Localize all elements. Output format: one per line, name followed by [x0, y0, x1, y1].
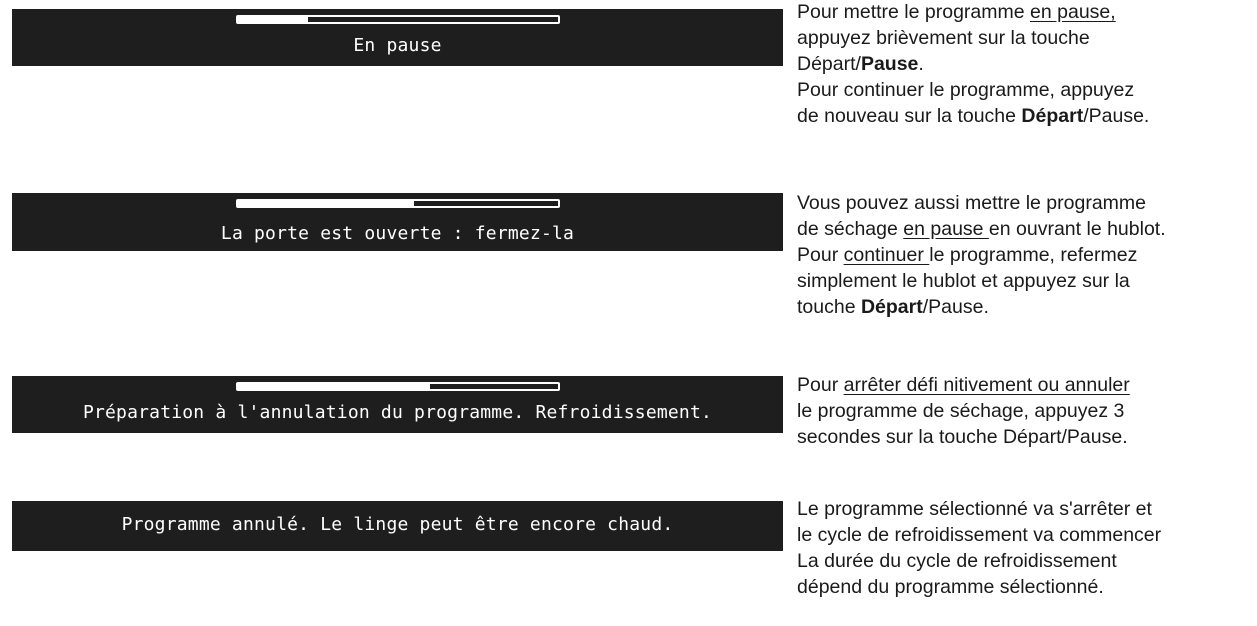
text-line — [797, 0, 1257, 25]
bold-text: Départ — [860, 296, 923, 318]
text: Pour mettre le programme — [797, 1, 1031, 23]
display-message: Programme annulé. Le linge peut être encore chaud. — [121, 514, 674, 535]
text-line — [797, 372, 1257, 398]
underlined-text: continuer — [843, 244, 930, 266]
text-line — [797, 242, 1257, 268]
text: /Pause. — [922, 296, 989, 318]
underlined-text: en pause — [903, 218, 989, 240]
progress-bar-fill — [238, 17, 308, 22]
description-cancelled — [797, 496, 1257, 600]
progress-bar-fill — [238, 201, 414, 206]
text: Pour — [797, 244, 844, 266]
text-line: Pour continuer le programme, appuyez — [797, 79, 1135, 101]
description-pause — [797, 0, 1257, 129]
text-line: secondes sur la touche Départ/Pause. — [797, 426, 1128, 448]
underlined-text: en pause, — [1030, 1, 1116, 23]
text-line — [797, 294, 1257, 320]
text: /Pause. — [1083, 105, 1150, 127]
text-line: Vous pouvez aussi mettre le programme — [797, 192, 1147, 214]
underlined-text: arrêter défi nitivement ou annuler — [843, 374, 1130, 396]
text-line: le programme de séchage, appuyez 3 — [797, 400, 1125, 422]
progress-bar — [236, 382, 560, 391]
text-line: dépend du programme sélectionné. — [797, 576, 1104, 598]
description-cancel — [797, 372, 1257, 450]
display-message: Préparation à l'annulation du programme. Refroidissement. — [82, 402, 713, 423]
display-message: La porte est ouverte : fermez-la — [220, 223, 575, 244]
bold-text: Départ — [1021, 105, 1084, 127]
text: de séchage — [797, 218, 904, 240]
text-line — [797, 103, 1257, 129]
progress-bar — [236, 15, 560, 24]
display-message: En pause — [353, 35, 442, 56]
text-line: Le programme sélectionné va s'arrêter et — [797, 498, 1152, 520]
text-line: simplement le hublot et appuyez sur la — [797, 270, 1130, 292]
text: Pour — [797, 374, 844, 396]
text: touche — [797, 296, 861, 318]
text: Départ/ — [797, 53, 861, 75]
text-line — [797, 51, 1257, 77]
display-screen-door-open — [12, 193, 783, 251]
display-screen-cancelled — [12, 501, 783, 551]
bold-text: Pause — [860, 53, 919, 75]
progress-bar — [236, 199, 560, 208]
text: . — [918, 53, 924, 75]
progress-bar-fill — [238, 384, 430, 389]
text-line: le cycle de refroidissement va commencer — [797, 524, 1162, 546]
text-line: appuyez brièvement sur la touche — [797, 27, 1090, 49]
text: de nouveau sur la touche — [797, 105, 1022, 127]
text-line: La durée du cycle de refroidissement — [797, 550, 1117, 572]
text: le programme, refermez — [929, 244, 1138, 266]
display-screen-cancel-preparing — [12, 376, 783, 433]
text: en ouvrant le hublot. — [988, 218, 1166, 240]
text-line — [797, 216, 1257, 242]
description-door-open — [797, 190, 1257, 320]
display-screen-pause — [12, 9, 783, 66]
